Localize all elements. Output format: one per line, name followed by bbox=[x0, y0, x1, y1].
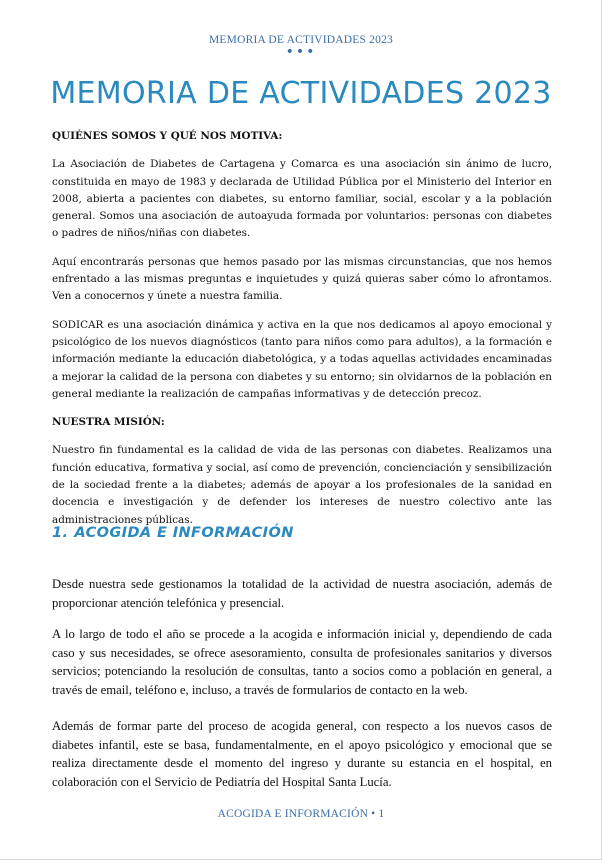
intro-paragraph-2: Aquí encontrarás personas que hemos pasado por las mismas circunstancias, que nos hemos enfrentado a las mismas preguntas e inquietudes y quizá quieras saber cómo lo afrontamos. Ven a conocernos y únete a nuestra familia. bbox=[52, 255, 552, 303]
section-1-number: 1. bbox=[52, 525, 69, 541]
section-1-body bbox=[52, 575, 552, 791]
intro-paragraph-3: SODICAR es una asociación dinámica y activa en la que nos dedicamos al apoyo emocional y psicológico de los nuevos diagnósticos (tanto para niños como para adultos), a la formación e información mediante la educación diabetológica, y a todas aquellas actividades encaminadas a mejorar la calidad de la persona con diabetes y su entorno; sin olvidarnos de la población en general mediante la realización de campañas informativas y de detección precoz. bbox=[52, 318, 552, 400]
mission-heading: NUESTRA MISIÓN: bbox=[52, 416, 165, 429]
running-header: MEMORIA DE ACTIVIDADES 2023 bbox=[209, 34, 393, 46]
section-1-paragraph-3: Además de formar parte del proceso de acogida general, con respecto a los nuevos casos de diabetes infantil, este se basa, fundamentalmente, en el apoyo psicológico y emocional que se realiza directamente desde el momento del ingreso y durante su estancia en el hospital, en colaboración con el Servicio de Pediatría del Hospital Santa Lucía. bbox=[52, 719, 552, 789]
section-1-paragraph-1: Desde nuestra sede gestionamos la totalidad de la actividad de nuestra asociación, además de proporcionar atención telefónica y presencial. bbox=[52, 577, 552, 610]
intro-section bbox=[52, 128, 552, 529]
who-we-are-heading: QUIÉNES SOMOS Y QUÉ NOS MOTIVA: bbox=[52, 130, 283, 142]
running-footer: ACOGIDA E INFORMACIÓN • 1 bbox=[217, 808, 385, 820]
section-1-heading bbox=[52, 525, 552, 541]
section-1-paragraph-2: A lo largo de todo el año se procede a la acogida e información inicial y, dependiendo de cada caso y sus necesidades, se ofrece asesoramiento, consulta de profesionales sanitarios y diversos servicios; potenciando la resolución de consultas, tanto a socios como a población en general, a través de email, teléfono e, incluso, a través de formularios de contacto en la web. bbox=[52, 627, 552, 697]
mission-paragraph: Nuestro fin fundamental es la calidad de vida de las personas con diabetes. Realizamos una función educativa, formativa y social, así como de prevención, concienciación y sensibilización de la sociedad frente a la diabetes; además de apoyar a los profesionales de la sanidad en docencia e investigación y de defender los intereses de nuestro colectivo ante las administraciones públicas. bbox=[52, 444, 552, 526]
document-title: MEMORIA DE ACTIVIDADES 2023 bbox=[50, 76, 552, 111]
section-1-title: ACOGIDA E INFORMACIÓN bbox=[74, 525, 294, 541]
intro-paragraph-1: La Asociación de Diabetes de Cartagena y Comarca es una asociación sin ánimo de lucro, constituida en mayo de 1983 y declarada de Utilidad Pública por el Ministerio del Interior en 2008, abierta a pacientes con diabetes, su entorno familiar, social, escolar y a la población general. Somos una asociación de autoayuda formada por voluntarios: personas con diabetes o padres de niños/niñas con diabetes. bbox=[52, 158, 552, 240]
header-dots-ornament: ••• bbox=[285, 44, 317, 60]
